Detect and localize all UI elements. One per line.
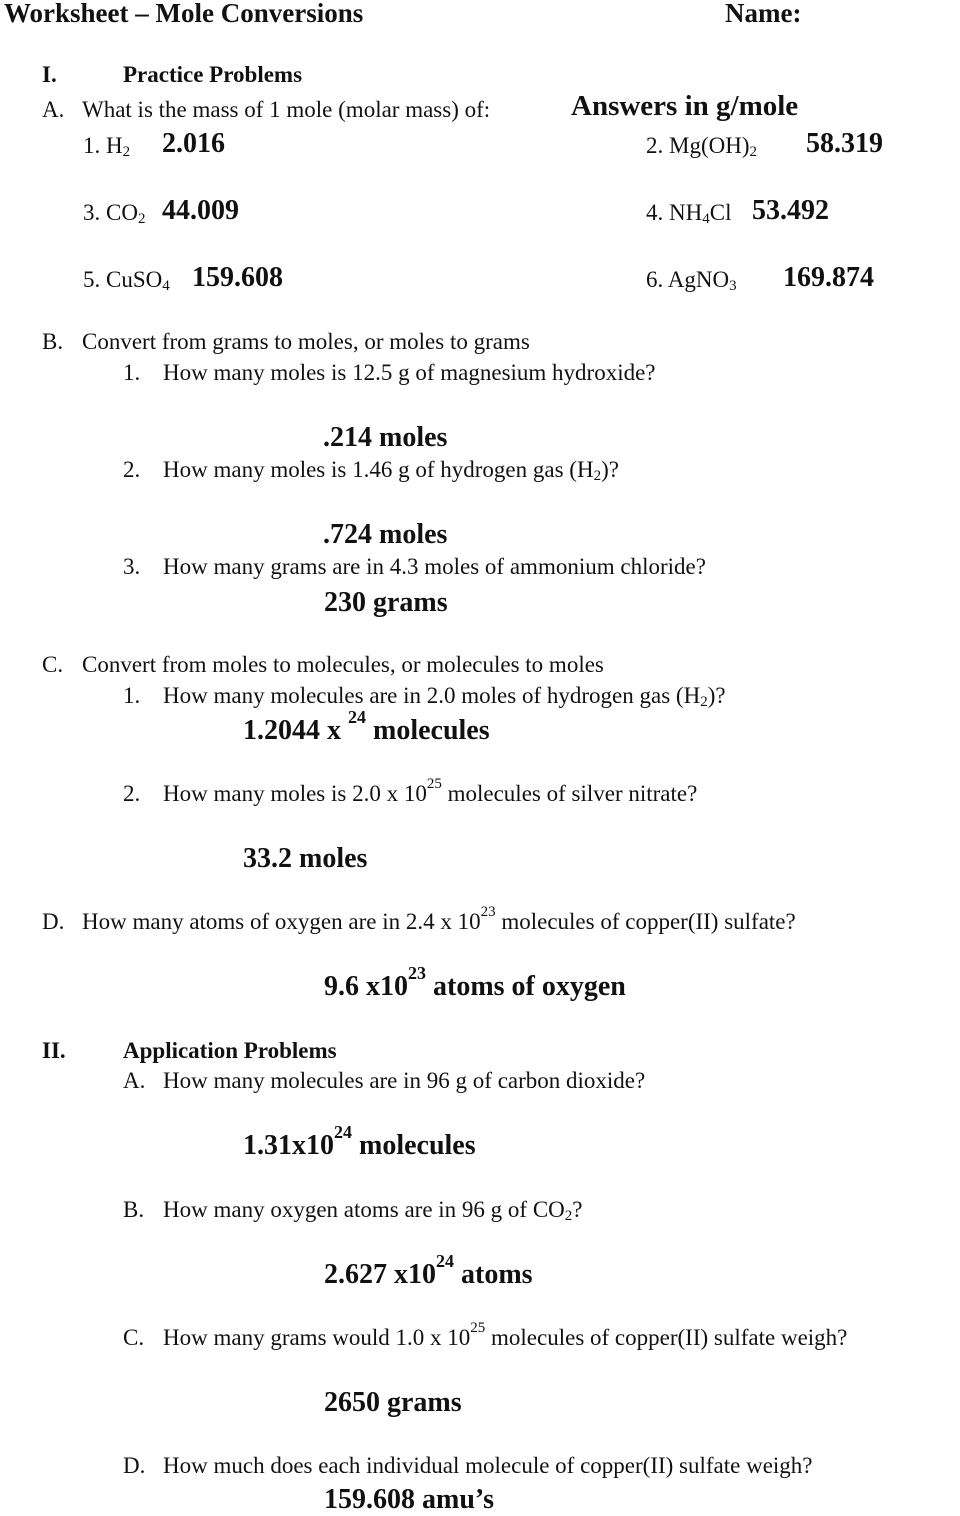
answer-text: 230 grams	[324, 587, 448, 618]
question-text: How much does each individual molecule of copper(II) sulfate weigh?	[163, 1453, 813, 1478]
part-a-prompt: What is the mass of 1 mole (molar mass) of:	[82, 97, 491, 122]
answer-text: .214 moles	[323, 422, 448, 453]
section-1-title: Practice Problems	[123, 62, 303, 87]
part-c-prompt: Convert from moles to molecules, or molecules to moles	[82, 652, 604, 677]
question-text: How many moles is 1.46 g of hydrogen gas $(H_2)$?	[163, 457, 619, 484]
molar-mass-item: 5. CuSO$_4$	[83, 267, 170, 294]
part-b-letter: B.	[123, 1197, 145, 1222]
question-text: How many moles is 2.0 x $10^{25}$ molecules of silver nitrate?	[163, 776, 698, 806]
question-text: How many atoms of oxygen are in 2.4 x $10^{23}$ molecules of copper(II) sulfate?	[82, 904, 796, 934]
molar-mass-answer: 159.608	[192, 262, 283, 293]
molar-mass-item: 4. $NH_4Cl$	[646, 200, 732, 227]
question-number: 2.	[123, 457, 141, 482]
part-a-letter: A.	[42, 97, 65, 122]
part-a-letter: A.	[123, 1068, 146, 1093]
question-text: How many molecules are in 96 g of carbon dioxide?	[163, 1068, 646, 1093]
part-b-prompt: Convert from grams to moles, or moles to grams	[82, 329, 530, 354]
answer-text: 2.627 $x10^{24}$ atoms	[324, 1251, 533, 1290]
question-text: How many moles is 12.5 g of magnesium hydroxide?	[163, 360, 656, 385]
molar-mass-item: 3. $CO_2$	[83, 200, 146, 227]
molar-mass-item: 6. AgNO$_3$	[646, 267, 737, 294]
question-text: How many oxygen atoms are in 96 g of $CO_2$?	[163, 1197, 583, 1224]
answer-text: 2650 grams	[324, 1387, 462, 1418]
answer-text: 1.2044 x $^{24}$ molecules	[243, 707, 490, 746]
question-number: 1.	[123, 683, 141, 708]
answer-text: 159.608 amu’s	[324, 1484, 495, 1515]
molar-mass-answer: 169.874	[783, 262, 874, 293]
question-text: How many grams are in 4.3 moles of ammonium chloride?	[163, 554, 706, 579]
question-text: How many grams would 1.0 x $10^{25}$ molecules of copper(II) sulfate weigh?	[163, 1320, 848, 1350]
part-b-letter: B.	[42, 329, 64, 354]
name-label: Name:	[725, 0, 802, 28]
part-c-letter: C.	[42, 652, 64, 677]
question-number: 2.	[123, 781, 141, 806]
molar-mass-answer: 2.016	[162, 128, 225, 159]
answer-text: 33.2 moles	[243, 843, 368, 874]
section-1-number: I.	[42, 62, 57, 87]
worksheet-title: Worksheet – Mole Conversions	[4, 0, 364, 28]
answer-text: 9.6 $x10^{23}$ atoms of oxygen	[324, 963, 626, 1002]
molar-mass-answer: 53.492	[752, 195, 829, 226]
answers-unit-label: Answers in g/mole	[571, 90, 799, 122]
molar-mass-item: 2. $Mg(OH)_2$	[646, 133, 757, 160]
molar-mass-answer: 58.319	[806, 128, 883, 159]
question-text: How many molecules are in 2.0 moles of hydrogen gas $(H_2)$?	[163, 683, 726, 710]
part-c-letter: C.	[123, 1325, 145, 1350]
part-d-letter: D.	[42, 909, 65, 934]
question-number: 1.	[123, 360, 141, 385]
section-2-number: II.	[42, 1038, 66, 1063]
answer-text: $1.31x10^{24}$ molecules	[243, 1122, 476, 1161]
molar-mass-item: 1. $H_2$	[83, 133, 131, 160]
part-d-letter: D.	[123, 1453, 146, 1478]
molar-mass-answer: 44.009	[162, 195, 239, 226]
question-number: 3.	[123, 554, 141, 579]
section-2-title: Application Problems	[123, 1038, 337, 1063]
answer-text: .724 moles	[323, 519, 448, 550]
